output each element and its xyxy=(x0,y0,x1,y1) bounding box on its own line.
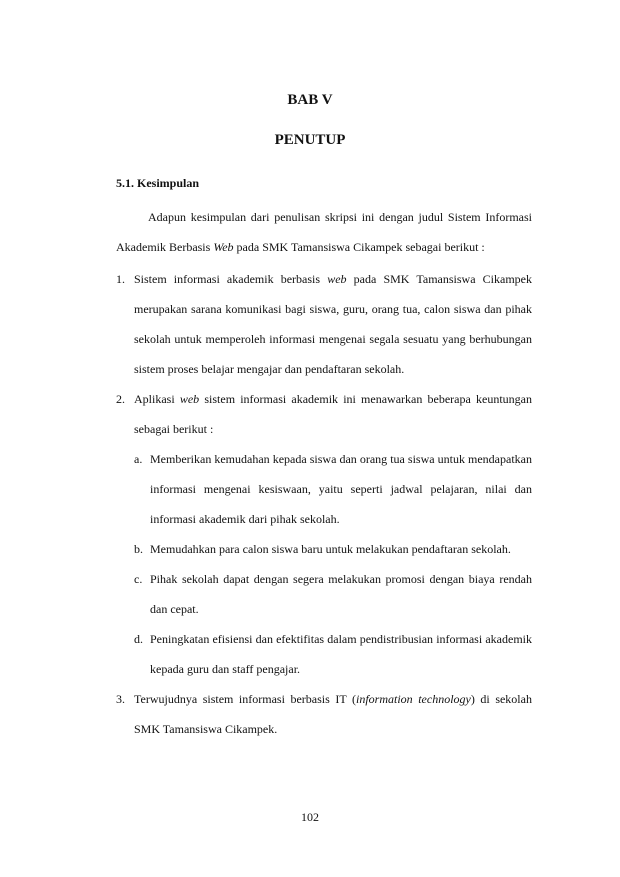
item-2-text-before: Aplikasi xyxy=(134,392,180,406)
subitem-d-text: Peningkatan efisiensi dan efektifitas dalam pendistribusian informasi akademik kepada guru dan staff pengajar. xyxy=(150,632,532,676)
item-3-text-before: Terwujudnya sistem informasi berbasis IT ( xyxy=(134,692,356,706)
subitem-d-letter: d. xyxy=(134,632,143,646)
subitem-b-text: Memudahkan para calon siswa baru untuk melakukan pendaftaran sekolah. xyxy=(150,542,511,556)
item-1-text-before: Sistem informasi akademik berbasis xyxy=(134,272,328,286)
intro-text-before: Adapun kesimpulan dari penulisan skripsi ini dengan judul Sistem Informasi Akademik Berbasis xyxy=(116,210,532,254)
subitem-a-text: Memberikan kemudahan kepada siswa dan orang tua siswa untuk mendapatkan informasi mengenai kesiswaan, yaitu seperti jadwal pelajaran, nilai dan informasi akademik dari pihak sekolah. xyxy=(150,452,532,526)
chapter-title: PENUTUP xyxy=(274,132,346,148)
subitem-b-letter: b. xyxy=(134,542,143,556)
item-1-text-after: pada SMK Tamansiswa Cikampek merupakan sarana komunikasi bagi siswa, guru, orang tua, calon siswa dan pihak sekolah untuk memperoleh informasi mengenai segala sesuatu yang berhubungan sistem proses belajar mengajar dan pendaftaran sekolah. xyxy=(134,272,532,376)
item-2-number: 2. xyxy=(116,392,125,406)
item-2-text xyxy=(134,384,532,444)
item-1-italic: web xyxy=(327,272,347,286)
subitem-c-letter: c. xyxy=(134,572,143,586)
subitem-a-letter: a. xyxy=(134,452,143,466)
intro-text-after: pada SMK Tamansiswa Cikampek sebagai berikut : xyxy=(233,240,485,254)
item-2-italic: web xyxy=(179,392,200,406)
subitem-c-text: Pihak sekolah dapat dengan segera melakukan promosi dengan biaya rendah dan cepat. xyxy=(150,572,532,616)
chapter-label: BAB V xyxy=(287,92,333,108)
item-3-italic: information technology xyxy=(356,692,471,706)
item-3-text xyxy=(134,684,532,744)
intro-italic: Web xyxy=(213,240,234,254)
item-1-number: 1. xyxy=(116,272,125,286)
section-heading: 5.1. Kesimpulan xyxy=(116,176,200,190)
item-2-text-after: sistem informasi akademik ini menawarkan beberapa keuntungan sebagai berikut : xyxy=(134,392,532,436)
item-3-number: 3. xyxy=(116,692,125,706)
item-3-text-after: ) di sekolah SMK Tamansiswa Cikampek. xyxy=(134,692,532,736)
page-number: 102 xyxy=(301,810,319,824)
intro-paragraph xyxy=(116,202,532,262)
item-1-text xyxy=(134,264,532,384)
